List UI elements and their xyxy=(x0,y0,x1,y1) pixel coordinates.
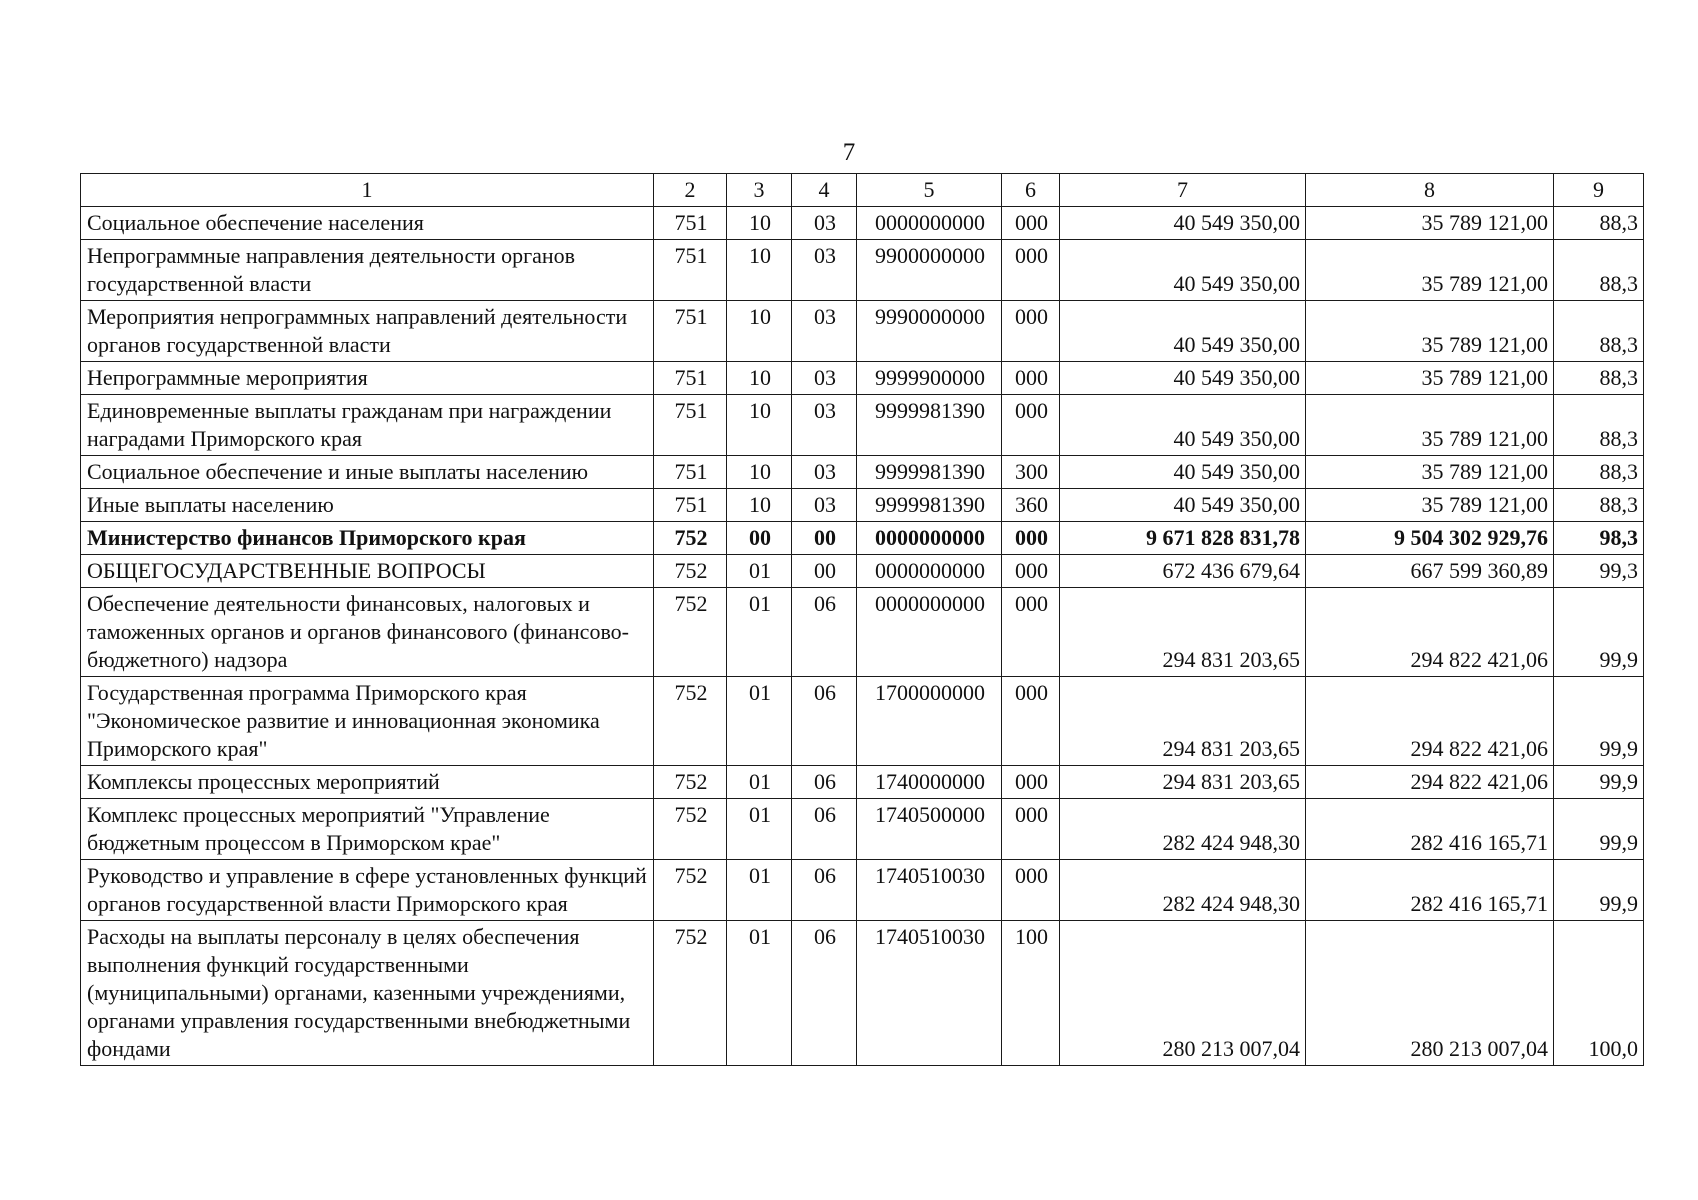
row-percent-cell: 100,0 xyxy=(1554,921,1644,1066)
table-row xyxy=(81,921,1644,1066)
row-percent-cell: 99,9 xyxy=(1554,799,1644,860)
row-percent-cell: 88,3 xyxy=(1554,395,1644,456)
header-cell-4: 4 xyxy=(792,174,857,207)
row-target-article-cell: 9999981390 xyxy=(857,395,1002,456)
row-expense-type-cell: 000 xyxy=(1002,362,1060,395)
row-expense-type-cell: 000 xyxy=(1002,677,1060,766)
row-percent-cell: 88,3 xyxy=(1554,207,1644,240)
row-target-article-cell: 1740510030 xyxy=(857,921,1002,1066)
row-section-cell: 10 xyxy=(727,395,792,456)
header-cell-2: 2 xyxy=(654,174,727,207)
budget-execution-table xyxy=(80,173,1644,1066)
row-executed-amount-cell: 35 789 121,00 xyxy=(1306,362,1554,395)
row-expense-type-cell: 000 xyxy=(1002,301,1060,362)
row-section-cell: 10 xyxy=(727,240,792,301)
header-cell-3: 3 xyxy=(727,174,792,207)
row-executed-amount-cell: 35 789 121,00 xyxy=(1306,240,1554,301)
row-name-cell: Непрограммные мероприятия xyxy=(81,362,654,395)
row-executed-amount-cell: 294 822 421,06 xyxy=(1306,588,1554,677)
row-percent-cell: 88,3 xyxy=(1554,456,1644,489)
row-planned-amount-cell: 9 671 828 831,78 xyxy=(1060,522,1306,555)
row-executed-amount-cell: 35 789 121,00 xyxy=(1306,489,1554,522)
table-row xyxy=(81,766,1644,799)
row-target-article-cell: 1740500000 xyxy=(857,799,1002,860)
header-cell-6: 6 xyxy=(1002,174,1060,207)
row-expense-type-cell: 000 xyxy=(1002,395,1060,456)
row-expense-type-cell: 300 xyxy=(1002,456,1060,489)
table-row xyxy=(81,860,1644,921)
row-planned-amount-cell: 40 549 350,00 xyxy=(1060,456,1306,489)
table-row xyxy=(81,362,1644,395)
row-planned-amount-cell: 40 549 350,00 xyxy=(1060,362,1306,395)
table-row xyxy=(81,555,1644,588)
table-row xyxy=(81,207,1644,240)
row-executed-amount-cell: 282 416 165,71 xyxy=(1306,799,1554,860)
row-section-cell: 01 xyxy=(727,677,792,766)
row-name-cell: ОБЩЕГОСУДАРСТВЕННЫЕ ВОПРОСЫ xyxy=(81,555,654,588)
row-target-article-cell: 1700000000 xyxy=(857,677,1002,766)
header-cell-1: 1 xyxy=(81,174,654,207)
row-section-cell: 01 xyxy=(727,588,792,677)
row-executed-amount-cell: 35 789 121,00 xyxy=(1306,301,1554,362)
row-subsection-cell: 06 xyxy=(792,766,857,799)
table-row xyxy=(81,395,1644,456)
row-section-cell: 01 xyxy=(727,799,792,860)
row-subsection-cell: 03 xyxy=(792,395,857,456)
row-admin-code-cell: 751 xyxy=(654,456,727,489)
row-planned-amount-cell: 282 424 948,30 xyxy=(1060,860,1306,921)
row-planned-amount-cell: 672 436 679,64 xyxy=(1060,555,1306,588)
row-admin-code-cell: 752 xyxy=(654,522,727,555)
row-percent-cell: 88,3 xyxy=(1554,301,1644,362)
row-section-cell: 00 xyxy=(727,522,792,555)
row-subsection-cell: 00 xyxy=(792,522,857,555)
row-executed-amount-cell: 294 822 421,06 xyxy=(1306,766,1554,799)
row-percent-cell: 88,3 xyxy=(1554,489,1644,522)
row-target-article-cell: 9900000000 xyxy=(857,240,1002,301)
row-expense-type-cell: 360 xyxy=(1002,489,1060,522)
row-name-cell: Расходы на выплаты персоналу в целях обеспечения выполнения функций государственными (муниципальными) органами, казенными учреждениями, органами управления государственными внебюджетными фондами xyxy=(81,921,654,1066)
row-subsection-cell: 06 xyxy=(792,677,857,766)
table-row xyxy=(81,677,1644,766)
header-cell-8: 8 xyxy=(1306,174,1554,207)
row-admin-code-cell: 752 xyxy=(654,555,727,588)
row-percent-cell: 98,3 xyxy=(1554,522,1644,555)
table-body xyxy=(81,207,1644,1066)
table-row xyxy=(81,522,1644,555)
row-expense-type-cell: 000 xyxy=(1002,588,1060,677)
row-target-article-cell: 9990000000 xyxy=(857,301,1002,362)
row-executed-amount-cell: 35 789 121,00 xyxy=(1306,207,1554,240)
row-admin-code-cell: 751 xyxy=(654,240,727,301)
row-name-cell: Иные выплаты населению xyxy=(81,489,654,522)
row-subsection-cell: 06 xyxy=(792,588,857,677)
row-section-cell: 01 xyxy=(727,555,792,588)
row-name-cell: Мероприятия непрограммных направлений деятельности органов государственной власти xyxy=(81,301,654,362)
row-section-cell: 10 xyxy=(727,207,792,240)
row-target-article-cell: 1740000000 xyxy=(857,766,1002,799)
row-section-cell: 10 xyxy=(727,456,792,489)
row-percent-cell: 88,3 xyxy=(1554,240,1644,301)
row-admin-code-cell: 751 xyxy=(654,489,727,522)
row-planned-amount-cell: 40 549 350,00 xyxy=(1060,395,1306,456)
row-planned-amount-cell: 280 213 007,04 xyxy=(1060,921,1306,1066)
row-expense-type-cell: 000 xyxy=(1002,799,1060,860)
row-section-cell: 10 xyxy=(727,362,792,395)
row-planned-amount-cell: 40 549 350,00 xyxy=(1060,207,1306,240)
row-planned-amount-cell: 40 549 350,00 xyxy=(1060,240,1306,301)
row-admin-code-cell: 752 xyxy=(654,860,727,921)
row-expense-type-cell: 000 xyxy=(1002,522,1060,555)
row-executed-amount-cell: 294 822 421,06 xyxy=(1306,677,1554,766)
header-cell-7: 7 xyxy=(1060,174,1306,207)
row-target-article-cell: 0000000000 xyxy=(857,207,1002,240)
row-expense-type-cell: 000 xyxy=(1002,860,1060,921)
row-admin-code-cell: 751 xyxy=(654,301,727,362)
row-section-cell: 10 xyxy=(727,301,792,362)
table-row xyxy=(81,240,1644,301)
row-target-article-cell: 1740510030 xyxy=(857,860,1002,921)
row-executed-amount-cell: 280 213 007,04 xyxy=(1306,921,1554,1066)
row-subsection-cell: 06 xyxy=(792,860,857,921)
row-subsection-cell: 03 xyxy=(792,301,857,362)
row-admin-code-cell: 751 xyxy=(654,207,727,240)
row-section-cell: 01 xyxy=(727,766,792,799)
row-expense-type-cell: 000 xyxy=(1002,555,1060,588)
table-row xyxy=(81,588,1644,677)
row-section-cell: 01 xyxy=(727,921,792,1066)
row-section-cell: 10 xyxy=(727,489,792,522)
row-expense-type-cell: 100 xyxy=(1002,921,1060,1066)
row-subsection-cell: 03 xyxy=(792,240,857,301)
row-name-cell: Комплексы процессных мероприятий xyxy=(81,766,654,799)
row-name-cell: Обеспечение деятельности финансовых, налоговых и таможенных органов и органов финансового (финансово-бюджетного) надзора xyxy=(81,588,654,677)
row-subsection-cell: 03 xyxy=(792,456,857,489)
row-percent-cell: 99,9 xyxy=(1554,860,1644,921)
row-executed-amount-cell: 282 416 165,71 xyxy=(1306,860,1554,921)
row-admin-code-cell: 751 xyxy=(654,362,727,395)
row-target-article-cell: 0000000000 xyxy=(857,522,1002,555)
row-admin-code-cell: 751 xyxy=(654,395,727,456)
row-subsection-cell: 03 xyxy=(792,207,857,240)
row-name-cell: Комплекс процессных мероприятий "Управление бюджетным процессом в Приморском крае" xyxy=(81,799,654,860)
row-subsection-cell: 03 xyxy=(792,362,857,395)
row-target-article-cell: 9999900000 xyxy=(857,362,1002,395)
row-admin-code-cell: 752 xyxy=(654,799,727,860)
table-row xyxy=(81,489,1644,522)
row-target-article-cell: 0000000000 xyxy=(857,555,1002,588)
row-planned-amount-cell: 40 549 350,00 xyxy=(1060,301,1306,362)
row-admin-code-cell: 752 xyxy=(654,588,727,677)
row-percent-cell: 88,3 xyxy=(1554,362,1644,395)
table-row xyxy=(81,456,1644,489)
row-admin-code-cell: 752 xyxy=(654,921,727,1066)
row-executed-amount-cell: 9 504 302 929,76 xyxy=(1306,522,1554,555)
row-planned-amount-cell: 294 831 203,65 xyxy=(1060,588,1306,677)
row-admin-code-cell: 752 xyxy=(654,677,727,766)
row-expense-type-cell: 000 xyxy=(1002,207,1060,240)
row-planned-amount-cell: 294 831 203,65 xyxy=(1060,677,1306,766)
row-subsection-cell: 06 xyxy=(792,921,857,1066)
row-planned-amount-cell: 40 549 350,00 xyxy=(1060,489,1306,522)
row-name-cell: Социальное обеспечение и иные выплаты населению xyxy=(81,456,654,489)
row-executed-amount-cell: 35 789 121,00 xyxy=(1306,456,1554,489)
row-percent-cell: 99,3 xyxy=(1554,555,1644,588)
row-percent-cell: 99,9 xyxy=(1554,677,1644,766)
row-subsection-cell: 03 xyxy=(792,489,857,522)
row-target-article-cell: 9999981390 xyxy=(857,456,1002,489)
row-expense-type-cell: 000 xyxy=(1002,766,1060,799)
row-name-cell: Государственная программа Приморского края "Экономическое развитие и инновационная экономика Приморского края" xyxy=(81,677,654,766)
row-admin-code-cell: 752 xyxy=(654,766,727,799)
row-name-cell: Непрограммные направления деятельности органов государственной власти xyxy=(81,240,654,301)
row-executed-amount-cell: 667 599 360,89 xyxy=(1306,555,1554,588)
header-row xyxy=(81,174,1644,207)
row-name-cell: Единовременные выплаты гражданам при награждении наградами Приморского края xyxy=(81,395,654,456)
row-executed-amount-cell: 35 789 121,00 xyxy=(1306,395,1554,456)
row-target-article-cell: 9999981390 xyxy=(857,489,1002,522)
header-cell-5: 5 xyxy=(857,174,1002,207)
row-expense-type-cell: 000 xyxy=(1002,240,1060,301)
row-percent-cell: 99,9 xyxy=(1554,766,1644,799)
row-name-cell: Министерство финансов Приморского края xyxy=(81,522,654,555)
row-name-cell: Социальное обеспечение населения xyxy=(81,207,654,240)
row-percent-cell: 99,9 xyxy=(1554,588,1644,677)
table-row xyxy=(81,799,1644,860)
row-name-cell: Руководство и управление в сфере установленных функций органов государственной власти Приморского края xyxy=(81,860,654,921)
row-subsection-cell: 06 xyxy=(792,799,857,860)
table-row xyxy=(81,301,1644,362)
row-subsection-cell: 00 xyxy=(792,555,857,588)
page-number: 7 xyxy=(842,139,856,166)
row-target-article-cell: 0000000000 xyxy=(857,588,1002,677)
row-planned-amount-cell: 294 831 203,65 xyxy=(1060,766,1306,799)
header-cell-9: 9 xyxy=(1554,174,1644,207)
row-section-cell: 01 xyxy=(727,860,792,921)
row-planned-amount-cell: 282 424 948,30 xyxy=(1060,799,1306,860)
